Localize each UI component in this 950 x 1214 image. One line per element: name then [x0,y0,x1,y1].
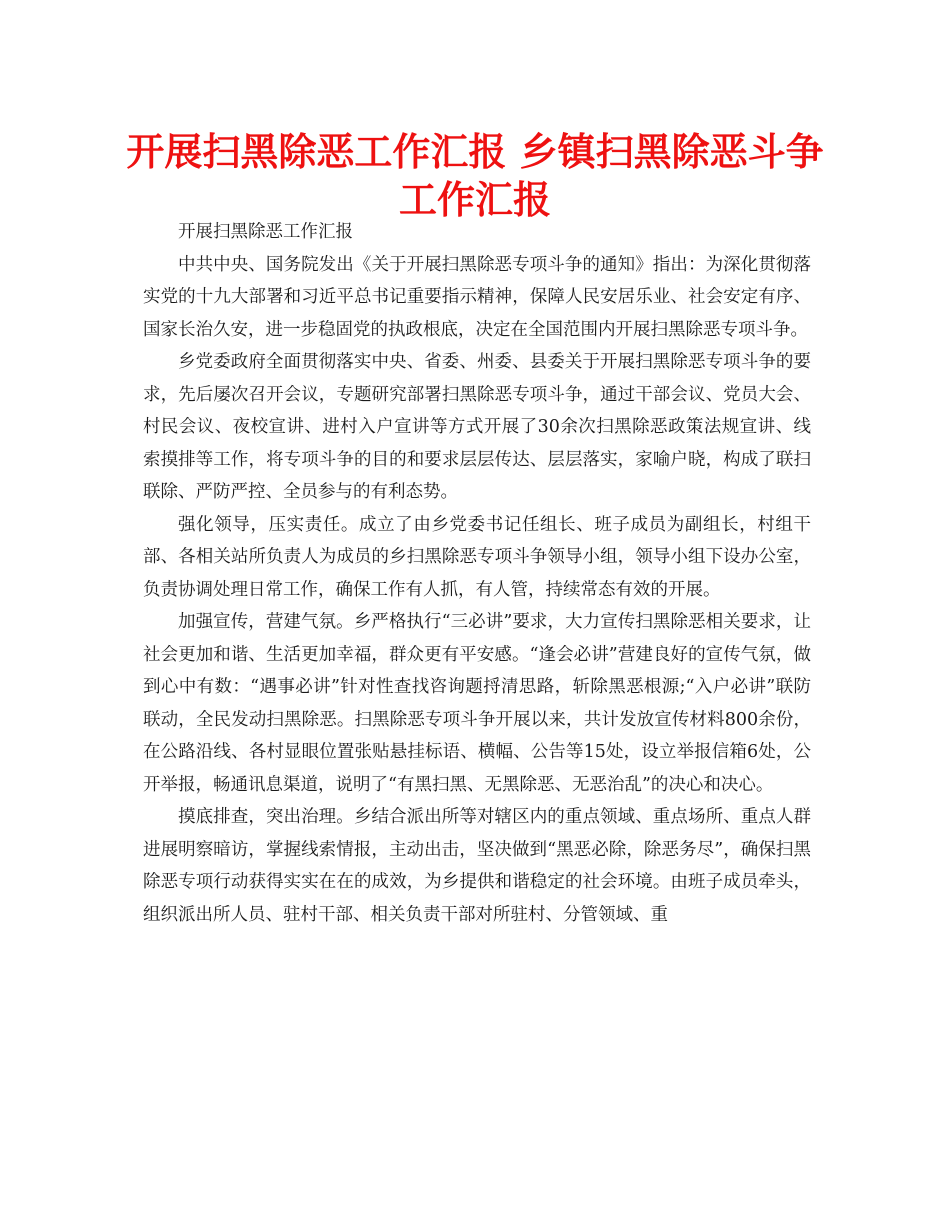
paragraph-investigation: 摸底排查，突出治理。乡结合派出所等对辖区内的重点领域、重点场所、重点人群进展明察暗访，掌握线索情报，主动出击，坚决做到“黑恶必除，除恶务尽”，确保扫黑除恶专项行动获得实实在在的成效，为乡提供和谐稳定的社会环境。由班子成员牵头，组织派出所人员、驻村干部、相关负责干部对所驻村、分管领域、重 [143,807,811,925]
paragraph-leadership: 强化领导，压实责任。成立了由乡党委书记任组长、班子成员为副组长，村组干部、各相关站所负责人为成员的乡扫黑除恶专项斗争领导小组，领导小组下设办公室，负责协调处理日常工作，确保工作有人抓，有人管，持续常态有效的开展。 [143,514,811,600]
paragraph-overview: 乡党委政府全面贯彻落实中央、省委、州委、县委关于开展扫黑除恶专项斗争的要求，先后屡次召开会议，专题研究部署扫黑除恶专项斗争，通过干部会议、党员大会、村民会议、夜校宣讲、进村入户宣讲等方式开展了30余次扫黑除恶政策法规宣讲、线索摸排等工作，将专项斗争的目的和要求层层传达、层层落实，家喻户晓，构成了联扫联除、严防严控、全员参与的有利态势。 [143,352,811,502]
document-body [143,216,811,931]
paragraph-intro: 中共中央、国务院发出《关于开展扫黑除恶专项斗争的通知》指出：为深化贯彻落实党的十九大部署和习近平总书记重要指示精神，保障人民安居乐业、社会安定有序、国家长治久安，进一步稳固党的执政根底，决定在全国范围内开展扫黑除恶专项斗争。 [143,254,811,340]
paragraph-publicity: 加强宣传，营建气氛。乡严格执行“三必讲”要求，大力宣传扫黑除恶相关要求，让社会更加和谐、生活更加幸福，群众更有平安感。“逢会必讲”营建良好的宣传气氛，做到心中有数：“遇事必讲”针对性查找咨询题捋清思路，斩除黑恶根源;“入户必讲”联防联动，全民发动扫黑除恶。扫黑除恶专项斗争开展以来，共计发放宣传材料800余份，在公路沿线、各村显眼位置张贴悬挂标语、横幅、公告等15处，设立举报信箱6处，公开举报，畅通讯息渠道，说明了“有黑扫黑、无黑除恶、无恶治乱”的决心和决心。 [143,612,811,795]
document-title: 开展扫黑除恶工作汇报 乡镇扫黑除恶斗争工作汇报 [126,130,824,222]
paragraph-subtitle: 开展扫黑除恶工作汇报 [178,222,353,242]
